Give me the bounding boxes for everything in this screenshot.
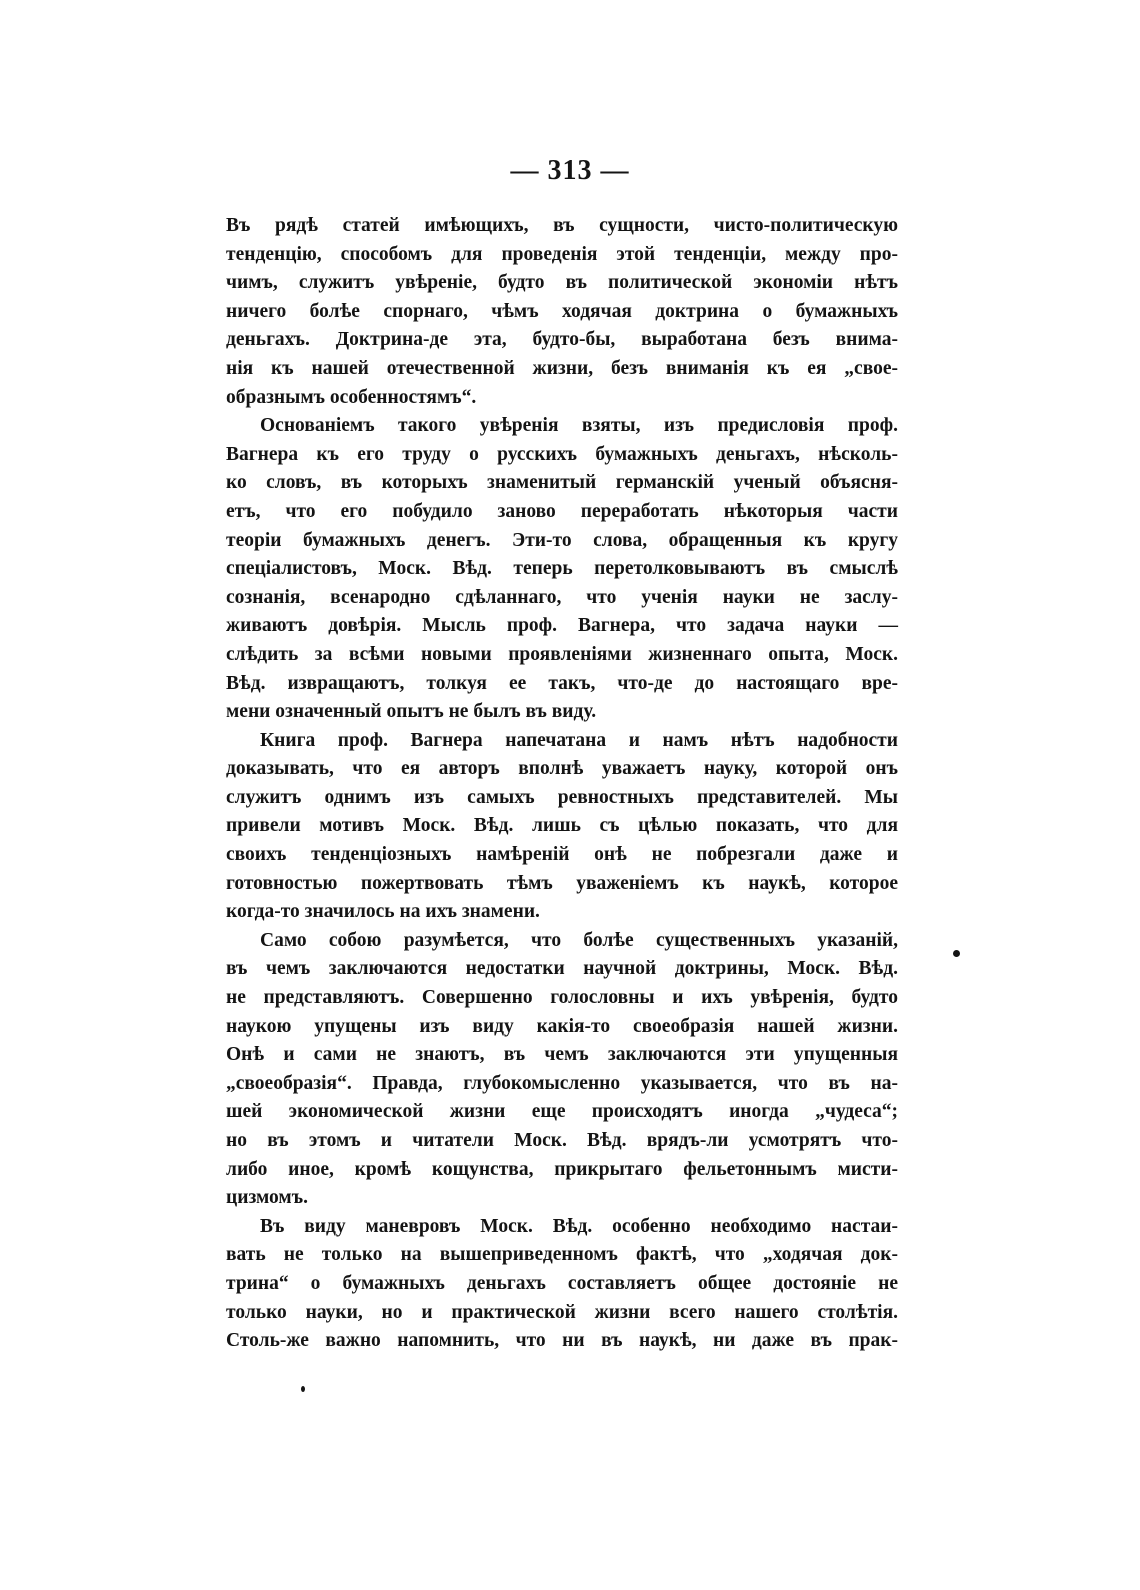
paragraph-end-line: когда-то значилось на ихъ знамени.: [226, 901, 540, 923]
text-line: Вагнера къ его труду о русскихъ бумажныхъ деньгахъ, нѣсколь-: [226, 443, 898, 465]
body-text: [226, 212, 898, 1356]
paragraph-end-line: цизмомъ.: [226, 1187, 308, 1209]
text-line: но въ этомъ и читатели Моск. Вѣд. врядъ-ли усмотрятъ что-: [226, 1130, 898, 1151]
text-line: Въ рядѣ статей имѣющихъ, въ сущности, чисто-политическую: [226, 215, 898, 236]
text-line: Онѣ и сами не знаютъ, въ чемъ заключаются эти упущенныя: [226, 1044, 898, 1066]
text-line: служитъ однимъ изъ самыхъ ревностныхъ представителей. Мы: [226, 786, 898, 808]
text-line: нія къ нашей отечественной жизни, безъ вниманія къ ея „свое-: [226, 357, 898, 379]
text-line: своихъ тенденціозныхъ намѣреній онѣ не побрезгали даже и: [226, 844, 898, 866]
text-line: живаютъ довѣрія. Мысль проф. Вагнера, что задача науки —: [226, 615, 898, 637]
text-line: готовностью пожертвовать тѣмъ уваженіемъ къ наукѣ, которое: [226, 872, 898, 894]
text-line: трина“ о бумажныхъ деньгахъ составляетъ общее достояніе не: [226, 1272, 898, 1294]
paragraph-first-line: Само собою разумѣется, что болѣе существенныхъ указаній,: [260, 929, 898, 951]
text-line: ничего болѣе спорнаго, чѣмъ ходячая доктрина о бумажныхъ: [226, 300, 898, 322]
text-line: деньгахъ. Доктрина-де эта, будто-бы, выработана безъ внима-: [226, 329, 898, 351]
text-line: вать не только на вышеприведенномъ фактѣ, что „ходячая док-: [226, 1244, 898, 1266]
text-line: слѣдить за всѣми новыми проявленіями жизненнаго опыта, Моск.: [226, 643, 898, 665]
text-line: теоріи бумажныхъ денегъ. Эти-то слова, обращенныя къ кругу: [226, 529, 898, 551]
text-line: Вѣд. извращаютъ, толкуя ее такъ, что-де до настоящаго вре-: [226, 672, 898, 694]
text-line: привели мотивъ Моск. Вѣд. лишь съ цѣлью показать, что для: [226, 815, 898, 837]
paragraph-first-line: Въ виду маневровъ Моск. Вѣд. особенно необходимо настаи-: [260, 1215, 898, 1237]
page-number: — 313 —: [510, 155, 630, 186]
paragraph-end-line: мени означенный опытъ не былъ въ виду.: [226, 701, 597, 723]
text-line: доказывать, что ея авторъ вполнѣ уважаетъ науку, которой онъ: [226, 758, 898, 780]
text-line: не представляютъ. Совершенно голословны и ихъ увѣренія, будто: [226, 987, 898, 1009]
text-line: шей экономической жизни еще происходятъ иногда „чудеса“;: [226, 1101, 898, 1123]
text-line: либо иное, кромѣ кощунства, прикрытаго фельетоннымъ мисти-: [226, 1158, 898, 1180]
text-line: етъ, что его побудило заново переработать нѣкоторыя части: [226, 500, 898, 522]
text-line: спеціалистовъ, Моск. Вѣд. теперь перетолковываютъ въ смыслѣ: [226, 558, 898, 580]
text-line: „своеобразія“. Правда, глубокомысленно указывается, что въ на-: [226, 1072, 898, 1094]
text-line: чимъ, служитъ увѣреніе, будто въ политической экономіи нѣтъ: [226, 272, 898, 294]
text-line: наукою упущены изъ виду какія-то своеобразія нашей жизни.: [226, 1015, 898, 1037]
paragraph-end-line: образнымъ особенностямъ“.: [226, 386, 477, 408]
text-line: тенденцію, способомъ для проведенія этой тенденціи, между про-: [226, 243, 898, 265]
text-line: сознанія, всенародно сдѣланнаго, что ученія науки не заслу-: [226, 586, 898, 608]
ink-speck: [953, 950, 960, 957]
text-line: только науки, но и практической жизни всего нашего столѣтія.: [226, 1301, 898, 1323]
text-line: Столь-же важно напомнить, что ни въ наукѣ, ни даже въ прак-: [226, 1330, 898, 1352]
paragraph-first-line: Книга проф. Вагнера напечатана и намъ нѣтъ надобности: [260, 729, 898, 751]
text-line: въ чемъ заключаются недостатки научной доктрины, Моск. Вѣд.: [226, 958, 898, 980]
text-line: ко словъ, въ которыхъ знаменитый германскій ученый объясня-: [226, 472, 898, 494]
paragraph-first-line: Основаніемъ такого увѣренія взяты, изъ предисловія проф.: [260, 415, 898, 437]
ink-speck: [301, 1386, 305, 1392]
